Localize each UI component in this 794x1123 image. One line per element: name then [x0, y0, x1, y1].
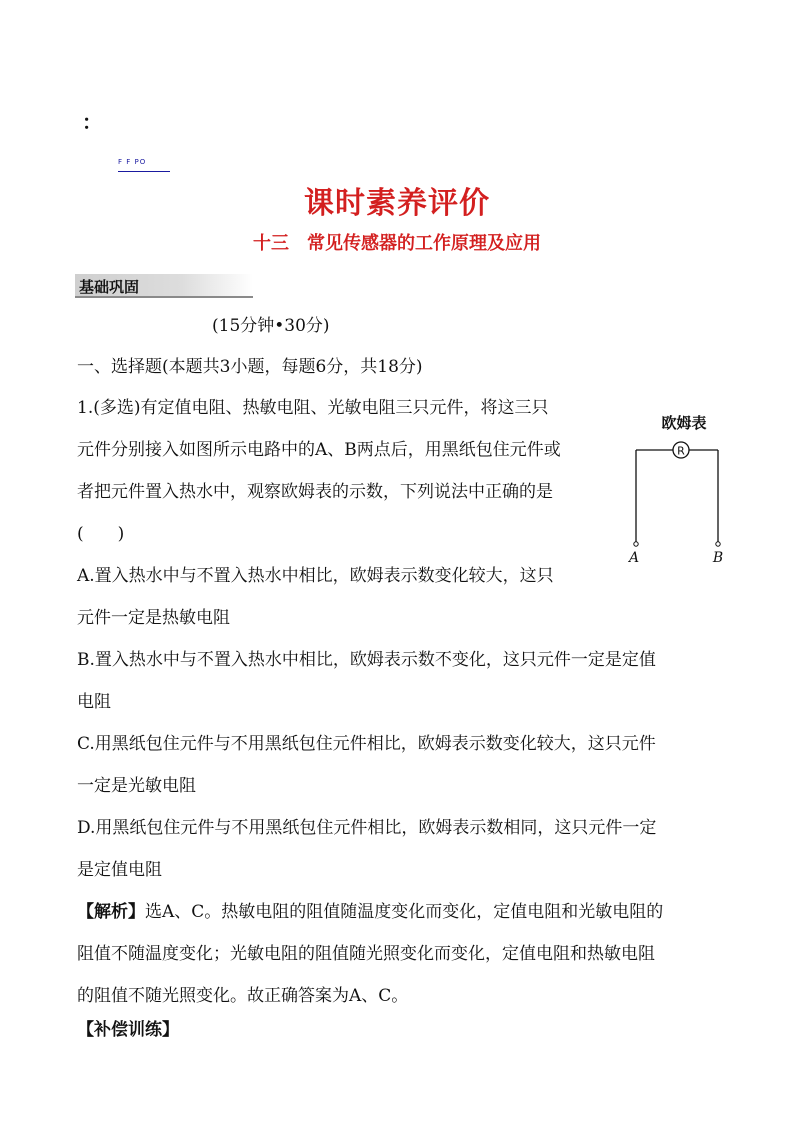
time-note: (15分钟•30分) — [212, 316, 330, 336]
section-tab-label: 基础巩固 — [79, 278, 140, 296]
option-c-line: 一定是光敏电阻 — [77, 776, 196, 796]
analysis-text: 选A、C。热敏电阻的阻值随温度变化而变化，定值电阻和光敏电阻的 — [145, 902, 664, 922]
section-tab — [75, 274, 253, 298]
option-c-line: C.用黑纸包住元件与不用黑纸包住元件相比，欧姆表示数变化较大，这只元件 — [77, 734, 656, 754]
point-b-label: B — [712, 550, 724, 566]
supplement-heading: 【补偿训练】 — [77, 1020, 179, 1040]
ohmmeter-circuit-diagram — [624, 408, 736, 568]
terminal-b — [716, 542, 720, 546]
analysis-line: 的阻值不随光照变化。故正确答案为A、C。 — [77, 986, 409, 1006]
question-line: 元件分别接入如图所示电路中的A、B两点后，用黑纸包住元件或 — [77, 440, 561, 460]
analysis-first-line — [77, 902, 663, 922]
option-b-line: B.置入热水中与不置入热水中相比，欧姆表示数不变化，这只元件一定是定值 — [77, 650, 656, 670]
option-d-line: 是定值电阻 — [77, 860, 162, 880]
question-line: 1.(多选)有定值电阻、热敏电阻、光敏电阻三只元件，将这三只 — [77, 398, 549, 418]
question-line: ( ) — [77, 524, 125, 544]
ohmmeter-symbol: R — [677, 444, 685, 458]
page-subtitle: 十三 常见传感器的工作原理及应用 — [253, 233, 541, 254]
header-colon: ： — [82, 110, 102, 134]
option-a-line: A.置入热水中与不置入热水中相比，欧姆表示数变化较大，这只 — [77, 566, 554, 586]
header-small-mark: F F PO — [118, 158, 170, 172]
ohmmeter-label: 欧姆表 — [661, 414, 707, 432]
analysis-line: 阻值不随温度变化；光敏电阻的阻值随光照变化而变化，定值电阻和热敏电阻 — [77, 944, 655, 964]
option-a-line: 元件一定是热敏电阻 — [77, 608, 230, 628]
option-b-line: 电阻 — [77, 692, 111, 712]
analysis-label: 【解析】 — [77, 902, 145, 922]
option-d-line: D.用黑纸包住元件与不用黑纸包住元件相比，欧姆表示数相同，这只元件一定 — [77, 818, 657, 838]
point-a-label: A — [628, 550, 640, 566]
part-heading: 一、选择题(本题共3小题，每题6分，共18分) — [77, 357, 423, 377]
terminal-a — [634, 542, 638, 546]
question-line: 者把元件置入热水中，观察欧姆表的示数，下列说法中正确的是 — [77, 482, 553, 502]
page-title: 课时素养评价 — [304, 186, 490, 221]
